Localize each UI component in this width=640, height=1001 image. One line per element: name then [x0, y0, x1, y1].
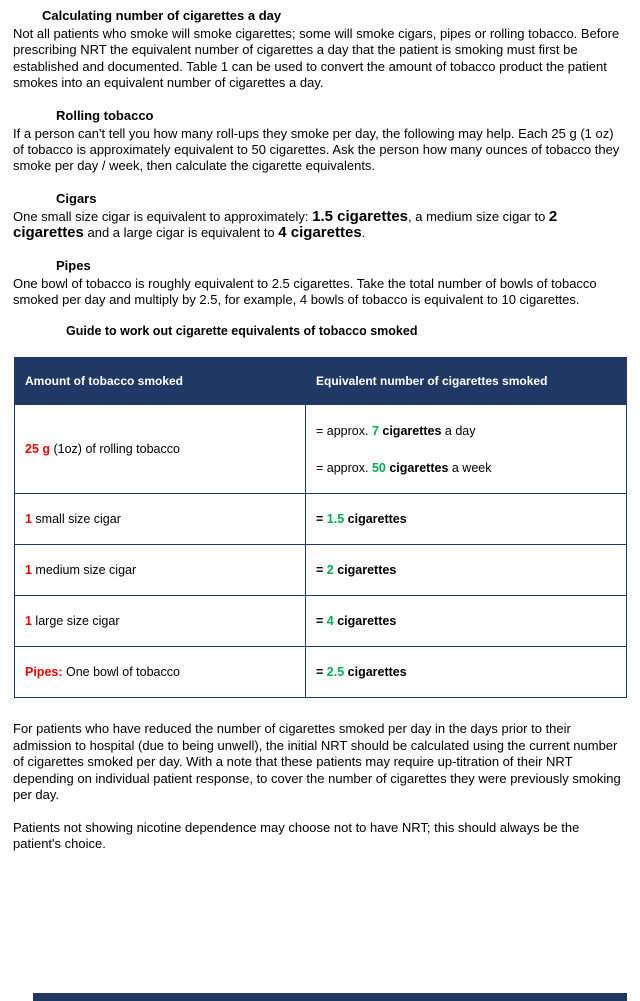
cell-amount: 1 large size cigar — [15, 596, 306, 647]
col-header-amount-of-tobacco: Amount of tobacco smoked — [15, 358, 306, 405]
cell-line: = 2.5 cigarettes — [316, 665, 407, 680]
cell-line: = 4 cigarettes — [316, 614, 397, 629]
cell-equivalent — [306, 405, 627, 494]
heading-rolling-tobacco: Rolling tobacco — [56, 107, 154, 123]
cell-line: = 1.5 cigarettes — [316, 512, 407, 527]
para-intro: Not all patients who smoke will smoke cigarettes; some will smoke cigars, pipes or rolling tobacco. Before prescribing NRT the equivalent number of cigarettes a day that the patient is smoking must first be established and documented. Table 1 can be used to convert the amount of tobacco product the patient smokes into an equivalent number of cigarettes a day. — [13, 26, 620, 91]
cell-equivalent — [306, 545, 627, 596]
next-table-header-partial — [33, 993, 627, 1001]
para-reduced-smoking: For patients who have reduced the number of cigarettes smoked per day in the days prior to their admission to hospital (due to being unwell), the initial NRT should be calculated using the current number of cigarettes smoked per day. With a note that these patients may require up-titration of their NRT depending on individual patient response, to cover the number of cigarettes they were previously smoking per day. — [13, 721, 621, 803]
table-row-rolling-tobacco — [15, 405, 627, 494]
para-rolling-tobacco: If a person can't tell you how many roll-ups they smoke per day, the following may help. Each 25 g (1 oz) of tobacco is approximately equivalent to 50 cigarettes. Ask the person how many ounces of tobacco they smoke per day / week, then calculate the cigarette equivalents. — [13, 125, 620, 174]
cell-equivalent — [306, 596, 627, 647]
para-patient-choice: Patients not showing nicotine dependence may choose not to have NRT; this should always be the patient's choice. — [13, 819, 580, 851]
table-caption: Guide to work out cigarette equivalents of tobacco smoked — [66, 324, 418, 339]
cell-equivalent — [306, 494, 627, 545]
col-header-equivalent-cigarettes: Equivalent number of cigarettes smoked — [306, 358, 627, 405]
cell-amount: 1 medium size cigar — [15, 545, 306, 596]
table-header-row — [15, 358, 627, 405]
cell-amount: 1 small size cigar — [15, 494, 306, 545]
table-row-small-cigar — [15, 494, 627, 545]
heading-calculating-cigarettes: Calculating number of cigarettes a day — [42, 8, 282, 23]
cell-amount: 25 g (1oz) of rolling tobacco — [15, 405, 306, 494]
heading-cigars: Cigars — [56, 190, 97, 206]
table-row-pipes — [15, 647, 627, 698]
table-row-medium-cigar — [15, 545, 627, 596]
cell-line: = approx. 50 cigarettes a week — [316, 460, 492, 475]
cell-line: = approx. 7 cigarettes a day — [316, 423, 476, 438]
cell-line: = 2 cigarettes — [316, 563, 397, 578]
cell-amount: Pipes: One bowl of tobacco — [15, 647, 306, 698]
cell-equivalent — [306, 647, 627, 698]
cigarette-equivalents-table — [14, 357, 627, 698]
heading-pipes: Pipes — [56, 257, 91, 273]
para-pipes: One bowl of tobacco is roughly equivalent to 2.5 cigarettes. Take the total number of bowls of tobacco smoked per day and multiply by 2.5, for example, 4 bowls of tobacco is equivalent to 10 cigarettes. — [13, 275, 597, 308]
para-cigars: One small size cigar is equivalent to approximately: 1.5 cigarettes, a medium size cigar to 2 cigarettes and a large cigar is equivalent to 4 cigarettes. — [13, 207, 558, 242]
table-row-large-cigar — [15, 596, 627, 647]
